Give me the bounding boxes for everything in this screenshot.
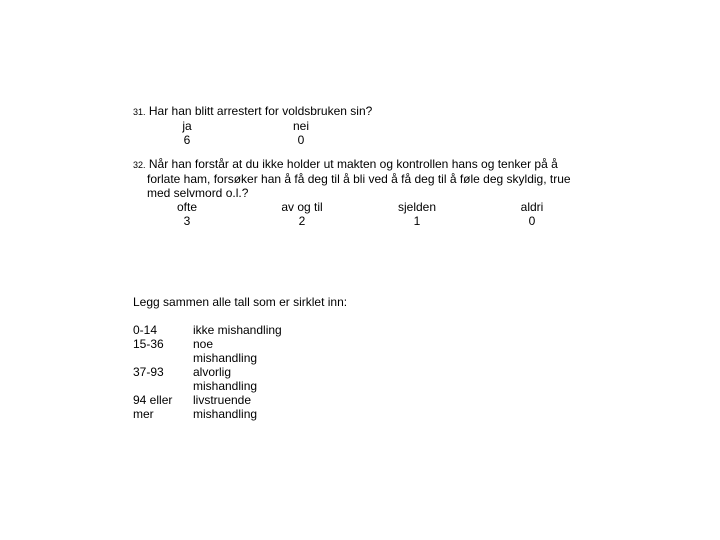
- scoring-row: [133, 393, 282, 421]
- score-range: 0-14: [133, 323, 158, 337]
- option-value[interactable]: 3: [183, 214, 191, 228]
- score-label: noe mishandling: [193, 337, 258, 365]
- scoring-row: [133, 365, 282, 393]
- scoring-row: [133, 323, 282, 337]
- question-text: Har han blitt arrestert for voldsbruken sin?: [148, 104, 373, 118]
- question-number: 32.: [133, 160, 146, 170]
- option-value[interactable]: 6: [183, 133, 191, 147]
- option-label: sjelden: [397, 200, 437, 214]
- option-value[interactable]: 0: [297, 133, 305, 147]
- score-range: 15-36: [133, 337, 164, 351]
- option-label: ja: [182, 119, 192, 133]
- scoring-table: [133, 323, 282, 421]
- question-number: 31.: [133, 107, 146, 117]
- score-label: alvorlig mishandling: [193, 365, 258, 393]
- option-label: ofte: [176, 200, 197, 214]
- option-value[interactable]: 0: [528, 214, 536, 228]
- option-label: aldri: [520, 200, 544, 214]
- question-text-line: med selvmord o.l.?: [147, 186, 249, 200]
- scoring-row: [133, 337, 282, 365]
- question-text-line: forlate ham, forsøker han å få deg til å bli ved å få deg til å føle deg skyldig, true: [147, 172, 571, 186]
- option-value[interactable]: 2: [298, 214, 306, 228]
- question-text-line: Når han forstår at du ikke holder ut makten og kontrollen hans og tenker på å: [148, 157, 558, 171]
- option-label: av og til: [281, 200, 323, 214]
- option-value[interactable]: 1: [413, 214, 421, 228]
- score-label: ikke mishandling: [193, 323, 282, 337]
- score-range: 94 eller mer: [133, 393, 173, 421]
- option-label: nei: [292, 119, 309, 133]
- instruction-text: Legg sammen alle tall som er sirklet inn:: [133, 295, 348, 309]
- score-range: 37-93: [133, 365, 164, 379]
- score-label: livstruende mishandling: [193, 393, 258, 421]
